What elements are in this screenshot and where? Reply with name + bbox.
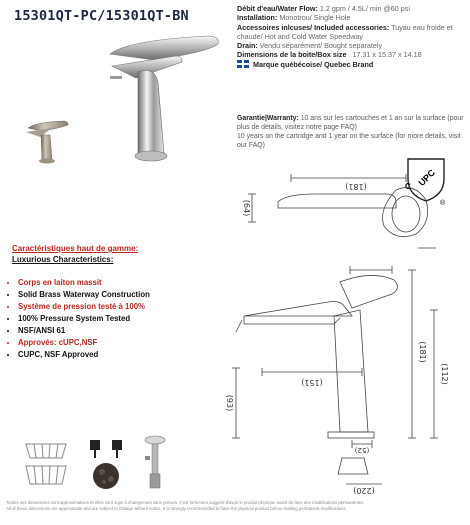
warranty-text-fr: 10 ans sur les cartouches et 1 an sur la surface (pour plus de détails, visitez notre page FAQ) xyxy=(237,115,464,131)
faucet-brushed-nickel-photo xyxy=(14,118,72,166)
dim-side-height: (112) xyxy=(440,363,449,385)
dim-top-handle: (181) xyxy=(345,182,367,191)
disclaimer-fr: Toutes ses dimensions sont approximatives et elles sont sujet à changement sans préavis. Il est fortement suggéré d'avoir le produit physique avant de faire des modifications permanentes. xyxy=(6,500,365,505)
top-view-drawing xyxy=(236,170,466,255)
warranty-block xyxy=(237,114,465,150)
spec-drain: Drain: Vendu séparément/ Bought separately xyxy=(237,41,383,51)
dim-top-height: (64) xyxy=(242,199,251,217)
accessory-shelf-photo xyxy=(20,436,72,492)
spec-installation: Installation: Monotrou/ Single Hole xyxy=(237,13,351,23)
accessory-drain-photo xyxy=(140,434,170,494)
disclaimer-en: All of these dimensions are approximate and are subject to change without notice. It is strongly recommended to have the physical product before making permanent modifications. xyxy=(6,505,347,511)
features-heading-fr: Caractéristiques haut de gamme: xyxy=(12,244,139,253)
features-heading-en: Luxurious Characteristics: xyxy=(12,255,114,264)
feature-list xyxy=(10,277,238,361)
feature-item: • Approvés: cUPC,NSF xyxy=(18,337,238,349)
dim-spout-reach: (151) xyxy=(301,378,323,387)
dim-total-height: (181) xyxy=(418,341,427,363)
features-heading xyxy=(12,243,138,265)
dim-spout-height: (93) xyxy=(225,394,234,412)
faucet-chrome-photo xyxy=(58,26,230,172)
quebec-brand: Marque québécoise/ Quebec Brand xyxy=(237,60,465,69)
spec-list xyxy=(237,4,465,69)
feature-item: • CUPC, NSF Approved xyxy=(18,349,238,361)
warranty-label: Garantie|Warranty: xyxy=(237,115,299,122)
warranty-text-en: 10 years on the cartridge and 1 year on the surface (for more details, visit our FAQ) xyxy=(237,133,461,149)
accessory-hooks-sponge-photo xyxy=(80,436,136,492)
feature-item: • Corps en laiton massit xyxy=(18,277,238,289)
spec-flow: Débit d'eau/Water Flow: 1.2 gpm / 4.5L/ min @60 psi xyxy=(237,4,410,13)
dim-base-width: (52) xyxy=(354,446,370,454)
dim-base-outer: (220) xyxy=(353,486,375,495)
disclaimer xyxy=(6,500,466,511)
cupc-registered-mark: ® xyxy=(440,200,446,207)
feature-item: • 100% Pressure System Tested xyxy=(18,313,238,325)
spec-accessories: Accessoires inlcuses/ Included accessories: Tuyau eau froide et chaude/ Hot and Cold Water Speedway xyxy=(237,22,453,41)
feature-item: • NSF/ANSI 61 xyxy=(18,325,238,337)
spec-box-size: Dimensions de la boite/Box size 17.31 x 15.37 x 14.18 xyxy=(237,50,422,60)
side-view-drawing xyxy=(222,262,466,498)
cupc-c-mark: C xyxy=(405,182,411,191)
cupc-logo-text: UPC xyxy=(416,167,437,188)
feature-item: • Système de pression testé à 100% xyxy=(18,301,238,313)
product-model-title: 15301QT-PC/15301QT-BN xyxy=(14,8,189,24)
quebec-flag-icon xyxy=(237,60,249,68)
feature-item: • Solid Brass Waterway Construction xyxy=(18,289,238,301)
